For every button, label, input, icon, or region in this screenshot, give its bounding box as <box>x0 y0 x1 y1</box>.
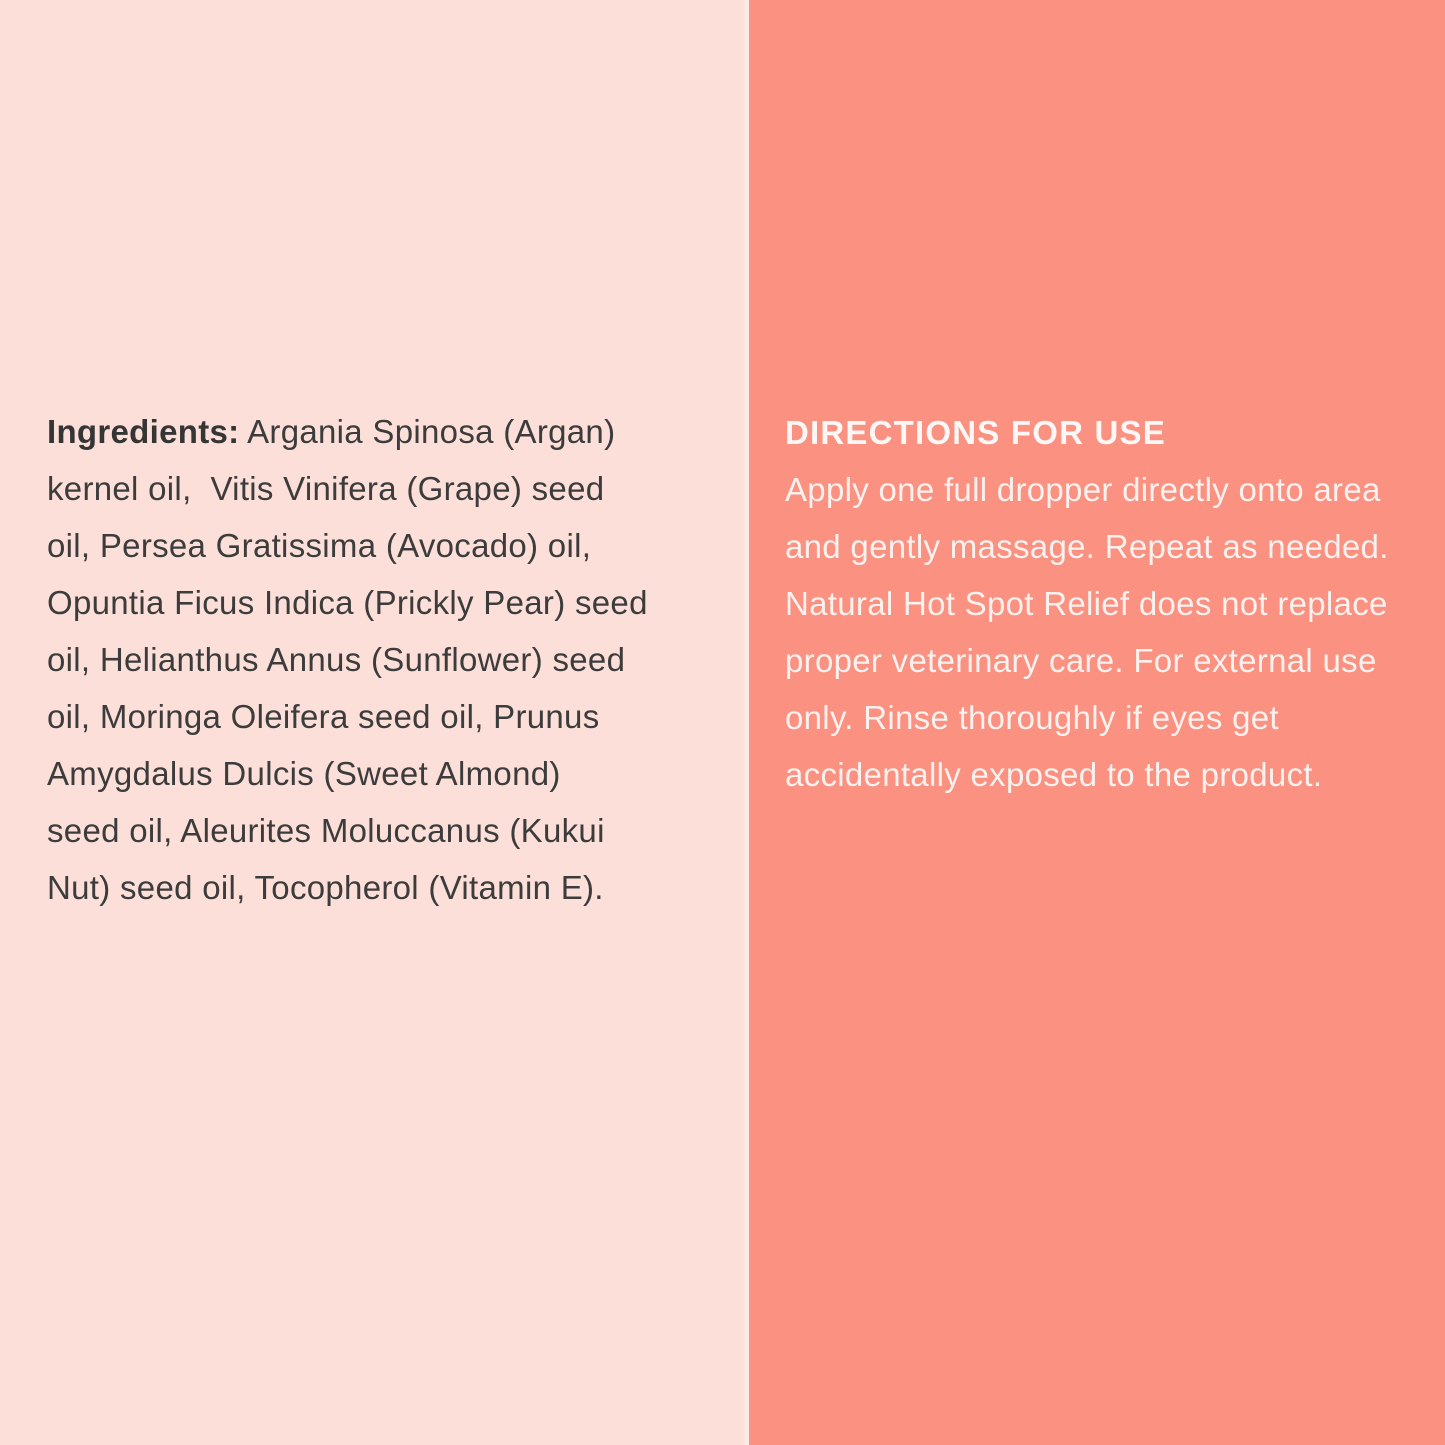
directions-section <box>785 404 1445 803</box>
ingredients-line: Amygdalus Dulcis (Sweet Almond) <box>47 755 561 792</box>
ingredients-line: oil, Persea Gratissima (Avocado) oil, <box>47 527 592 564</box>
ingredients-line: seed oil, Aleurites Moluccanus (Kukui <box>47 812 605 849</box>
directions-line: Natural Hot Spot Relief does not replace <box>785 585 1388 622</box>
ingredients-line <box>47 403 747 460</box>
directions-panel <box>749 0 1445 1445</box>
directions-line: accidentally exposed to the product. <box>785 756 1323 793</box>
ingredients-label: Ingredients: <box>47 413 240 450</box>
ingredients-line: Nut) seed oil, Tocopherol (Vitamin E). <box>47 869 604 906</box>
ingredients-line: oil, Moringa Oleifera seed oil, Prunus <box>47 698 600 735</box>
directions-line: proper veterinary care. For external use <box>785 642 1377 679</box>
ingredients-paragraph <box>47 403 747 916</box>
directions-heading: DIRECTIONS FOR USE <box>785 414 1166 451</box>
ingredients-line: kernel oil, Vitis Vinifera (Grape) seed <box>47 470 605 507</box>
directions-line: only. Rinse thoroughly if eyes get <box>785 699 1279 736</box>
directions-line: Apply one full dropper directly onto area <box>785 471 1381 508</box>
ingredients-line-text: Argania Spinosa (Argan) <box>239 413 616 450</box>
ingredients-line: oil, Helianthus Annus (Sunflower) seed <box>47 641 626 678</box>
directions-line: and gently massage. Repeat as needed. <box>785 528 1389 565</box>
ingredients-line: Opuntia Ficus Indica (Prickly Pear) seed <box>47 584 648 621</box>
